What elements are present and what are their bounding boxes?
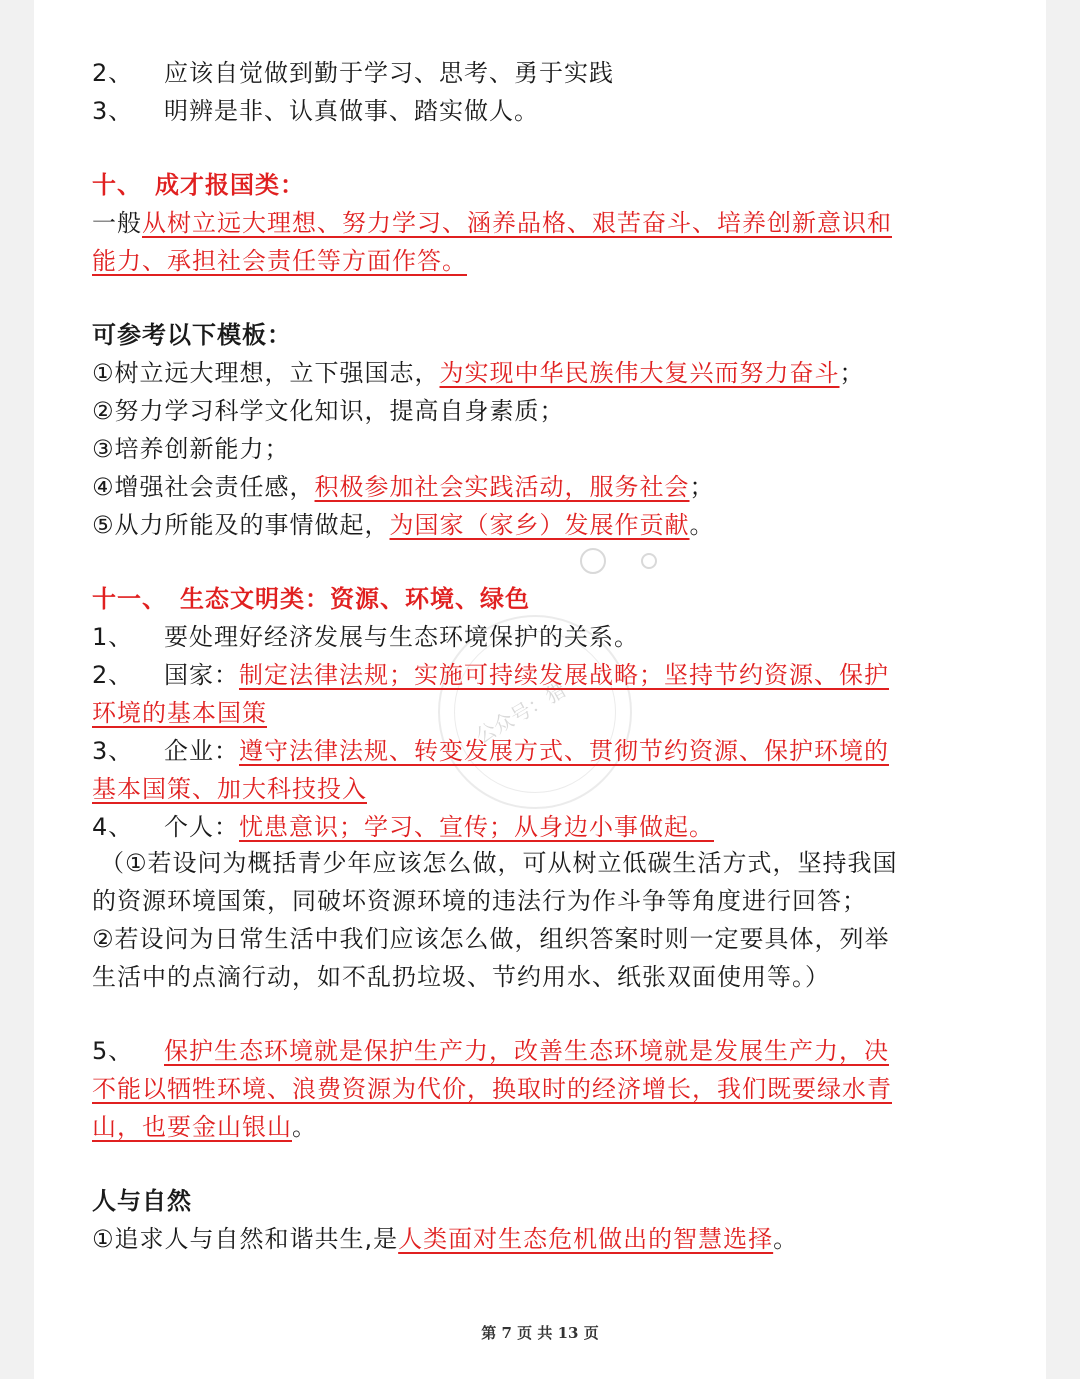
list-item: 1、 要处理好经济发展与生态环境保护的关系。 bbox=[92, 623, 639, 651]
template-item: ②努力学习科学文化知识，提高自身素质； bbox=[92, 397, 565, 425]
section-11-heading: 十一、 生态文明类：资源、环境、绿色 bbox=[92, 585, 530, 613]
list-item: 4、 个人：忧患意识；学习、宣传；从身边小事做起。 bbox=[92, 813, 714, 841]
watermark-dot bbox=[580, 548, 606, 574]
note-line: 生活中的点滴行动，如不乱扔垃圾、节约用水、纸张双面使用等。） bbox=[92, 963, 830, 991]
template-item: ③培养创新能力； bbox=[92, 435, 290, 463]
watermark-dot bbox=[641, 553, 657, 569]
list-item: 2、 应该自觉做到勤于学习、思考、勇于实践 bbox=[92, 59, 614, 87]
section-10-intro-cont: 能力、承担社会责任等方面作答。 bbox=[92, 247, 467, 275]
watermark-text: 公众号：猎 bbox=[471, 677, 571, 749]
template-item: ⑤从力所能及的事情做起，为国家（家乡）发展作贡献。 bbox=[92, 511, 715, 539]
nature-heading: 人与自然 bbox=[92, 1187, 192, 1215]
list-item-cont: 基本国策、加大科技投入 bbox=[92, 775, 367, 803]
page-number-footer: 第 7 页 共 13 页 bbox=[481, 1324, 599, 1342]
section-10-heading: 十、 成才报国类： bbox=[92, 171, 305, 199]
list-item-cont: 环境的基本国策 bbox=[92, 699, 267, 727]
list-item: 2、 国家：制定法律法规；实施可持续发展战略；坚持节约资源、保护 bbox=[92, 661, 889, 689]
list-item: 3、 明辨是非、认真做事、踏实做人。 bbox=[92, 97, 539, 125]
list-item-cont: 山，也要金山银山。 bbox=[92, 1113, 317, 1141]
note-line: ②若设问为日常生活中我们应该怎么做，组织答案时则一定要具体，列举 bbox=[92, 925, 890, 953]
nature-item: ①追求人与自然和谐共生,是人类面对生态危机做出的智慧选择。 bbox=[92, 1225, 799, 1253]
note-line: 的资源环境国策，同破坏资源环境的违法行为作斗争等角度进行回答； bbox=[92, 887, 867, 915]
template-item: ④增强社会责任感，积极参加社会实践活动，服务社会； bbox=[92, 473, 715, 501]
list-item: 3、 企业：遵守法律法规、转变发展方式、贯彻节约资源、保护环境的 bbox=[92, 737, 889, 765]
list-item-cont: 不能以牺牲环境、浪费资源为代价，换取时的经济增长，我们既要绿水青 bbox=[92, 1075, 892, 1103]
section-10-intro: 一般从树立远大理想、努力学习、涵养品格、艰苦奋斗、培养创新意识和 bbox=[92, 209, 892, 237]
list-item: 5、 保护生态环境就是保护生产力，改善生态环境就是发展生产力，决 bbox=[92, 1037, 889, 1065]
note-line: （①若设问为概括青少年应该怎么做，可从树立低碳生活方式，坚持我国 bbox=[100, 849, 898, 877]
template-heading: 可参考以下模板： bbox=[92, 321, 292, 349]
template-item: ①树立远大理想，立下强国志，为实现中华民族伟大复兴而努力奋斗； bbox=[92, 359, 865, 387]
